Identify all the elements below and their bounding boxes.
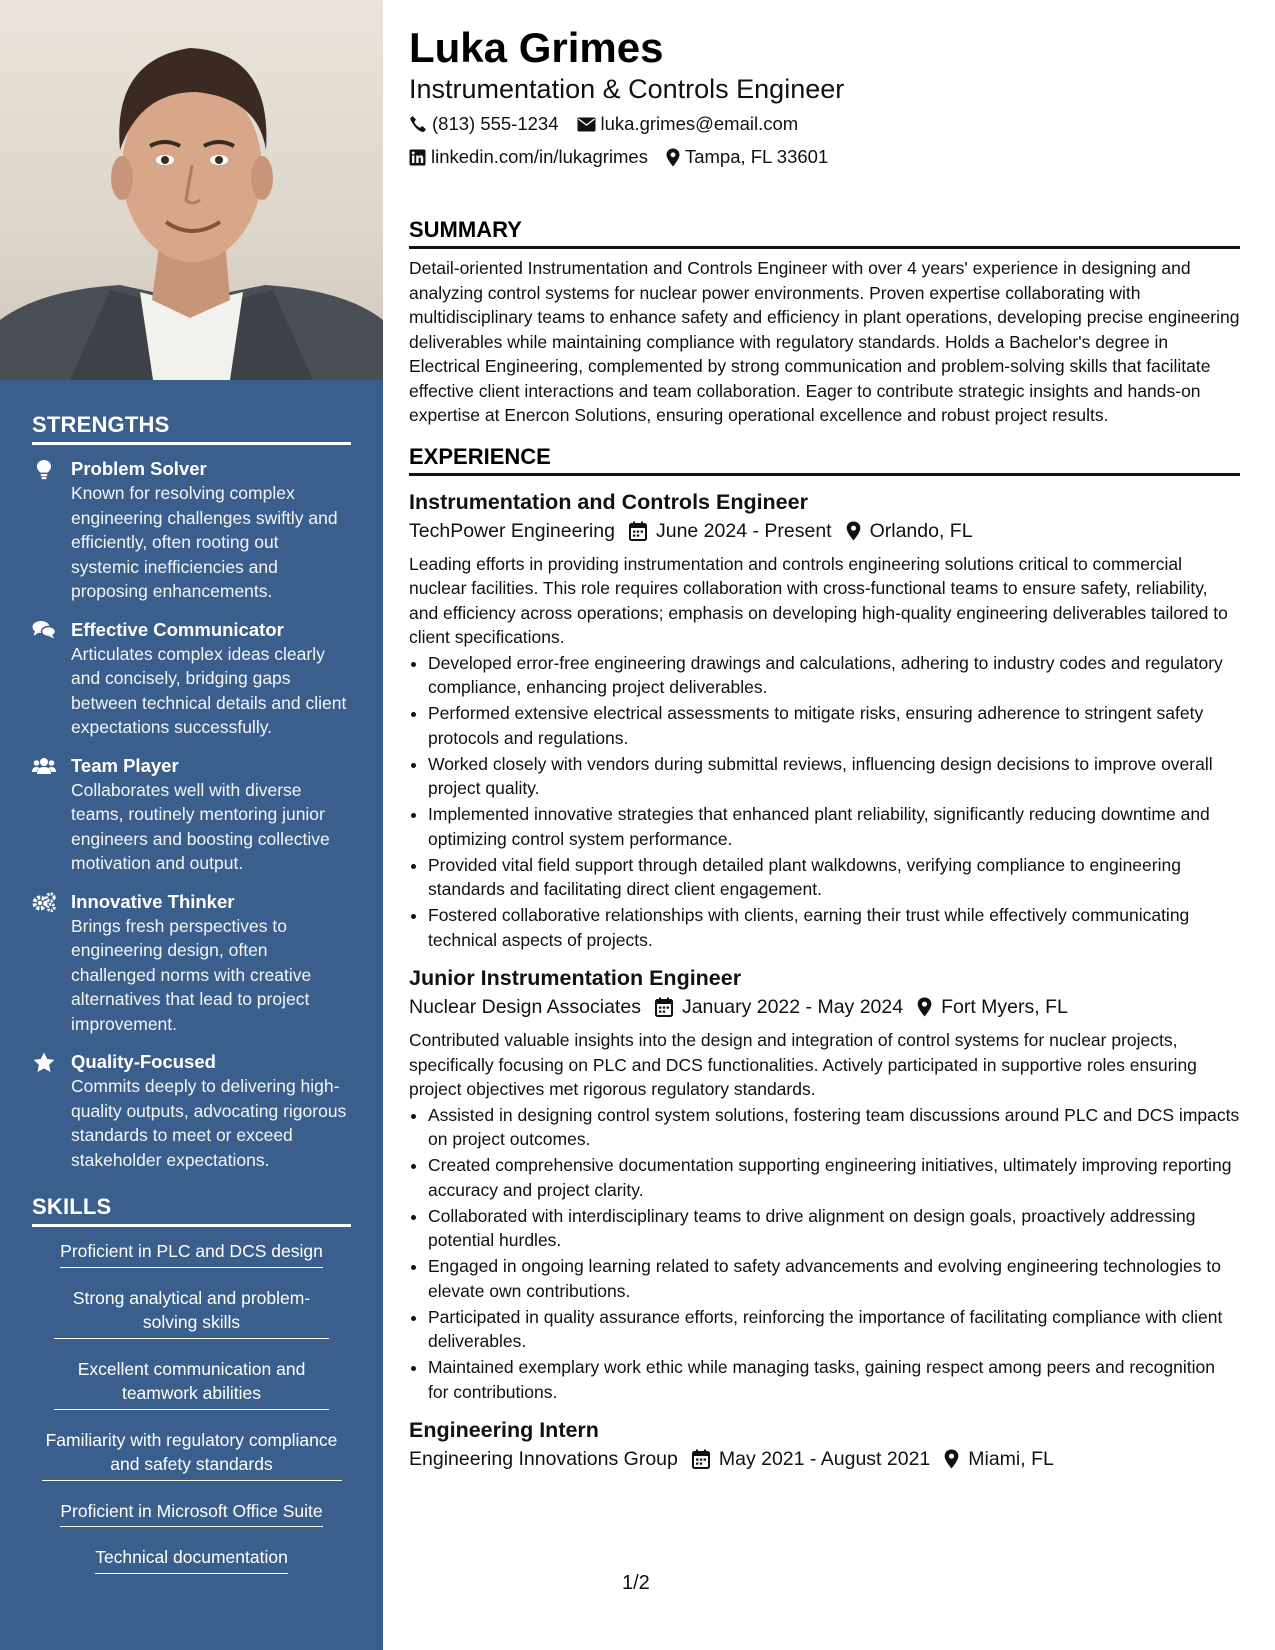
bullet-item: • Performed extensive electrical assessments to mitigate risks, ensuring adherence to stringent safety protocols and regulations. (428, 701, 1240, 750)
candidate-role: Instrumentation & Controls Engineer (409, 74, 845, 104)
bullet-item: • Worked closely with vendors during submittal reviews, influencing design decisions to improve overall project quality. (428, 752, 1240, 801)
linkedin-link[interactable]: linkedin.com/in/lukagrimes (431, 146, 648, 167)
bullet-item: • Participated in quality assurance efforts, reinforcing the importance of facilitating compliance with client deliverables. (428, 1305, 1240, 1354)
portrait-illustration (0, 0, 383, 380)
job-description: Contributed valuable insights into the design and integration of control systems for nuclear projects, specifically focusing on PLC and DCS functionalities. Actively participated in supportive roles ensuring project objectives met rigorous regulatory standards. (409, 1030, 1197, 1099)
calendar-icon (692, 1449, 710, 1469)
gears-icon (32, 891, 56, 913)
users-icon (32, 755, 56, 777)
experience-heading: EXPERIENCE (409, 444, 1240, 476)
job-dates-text: May 2021 - August 2021 (718, 1448, 931, 1470)
bullet-item: • Assisted in designing control system solutions, fostering team discussions around PLC and DCS impacts on project outcomes. (428, 1103, 1240, 1152)
job-description: Leading efforts in providing instrumentation and controls engineering solutions critical to commercial nuclear facilities. This role requires collaboration with cross-functional teams to ensure safety, reliability, and efficiency across operations; emphasis on developing high-quality engineering deliverables tailored to client specifications. (409, 553, 1228, 647)
strengths-heading: STRENGTHS (32, 412, 351, 445)
map-pin-icon (917, 997, 932, 1017)
job-entry (409, 1416, 1240, 1474)
job-title: Engineering Intern (409, 1418, 599, 1442)
job-location-text: Orlando, FL (869, 519, 973, 542)
strength-description: Articulates complex ideas clearly and concisely, bridging gaps between technical details and client expectations successfully. (71, 643, 347, 737)
phone-text: (813) 555-1234 (432, 113, 559, 134)
email-contact[interactable] (577, 112, 799, 136)
bullet-item: • Developed error-free engineering drawings and calculations, adhering to industry codes and regulatory compliance, enhancing project deliverables. (428, 651, 1240, 700)
map-pin-icon (666, 148, 680, 167)
page-number: 1/2 (622, 1572, 650, 1594)
linkedin-contact[interactable] (409, 145, 648, 169)
bullet-item: • Maintained exemplary work ethic while managing tasks, gaining respect among peers and recognition for contributions. (428, 1355, 1240, 1404)
profile-photo (0, 0, 383, 380)
strength-title: Innovative Thinker (71, 890, 235, 912)
company-name: TechPower Engineering (409, 519, 615, 542)
sidebar (0, 0, 383, 1650)
job-title: Junior Instrumentation Engineer (409, 966, 742, 990)
job-entry (409, 964, 1240, 1404)
strength-description: Commits deeply to delivering high-quality outputs, advocating rigorous standards to meet or exceed stakeholder expectations. (71, 1076, 347, 1170)
bullet-item: • Collaborated with interdisciplinary teams to drive alignment on design goals, proactively addressing potential hurdles. (428, 1204, 1240, 1253)
phone-icon (409, 115, 427, 133)
contact-row (409, 145, 1240, 169)
job-dates (655, 992, 903, 1022)
strength-item (32, 618, 351, 740)
job-location (944, 1444, 1054, 1474)
strength-title: Team Player (71, 754, 179, 776)
candidate-name: Luka Grimes (409, 24, 664, 71)
location-contact (666, 145, 828, 169)
strength-title: Problem Solver (71, 458, 207, 479)
summary-text: Detail-oriented Instrumentation and Controls Engineer with over 4 years' experience in designing and analyzing control systems for nuclear power environments. Proven expertise collaborating with multidisciplinary teams to enhance safety and efficiency in plant operations, developing precise engineering deliverables while maintaining compliance with regulatory standards. Holds a Bachelor's degree in Electrical Engineering, complemented by strong communication and problem-solving skills that facilitate effective client interactions and team collaboration. Eager to contribute strategic insights and hands-on expertise at Enercon Solutions, ensuring operational excellence and robust project results. (409, 258, 1240, 425)
email-link[interactable]: luka.grimes@email.com (600, 113, 799, 134)
strength-description: Collaborates well with diverse teams, routinely mentoring junior engineers and boosting collective motivation and output. (71, 779, 330, 873)
calendar-icon (655, 997, 673, 1017)
job-bullets (409, 1103, 1240, 1405)
sidebar-content (32, 412, 351, 1592)
job-location-text: Miami, FL (968, 1448, 1054, 1470)
envelope-icon (577, 117, 596, 132)
job-dates (629, 516, 832, 546)
strength-description: Brings fresh perspectives to engineering design, often challenged norms with creative alternatives that lead to project improvement. (71, 915, 312, 1034)
bullet-item: • Provided vital field support through detailed plant walkdowns, verifying compliance to engineering standards and facilitating direct client engagement. (428, 853, 1240, 902)
phone-contact (409, 112, 559, 136)
linkedin-icon (409, 149, 426, 166)
skill-item: Strong analytical and problem-solving skills (54, 1286, 329, 1339)
job-location (846, 516, 973, 546)
strength-item (32, 754, 351, 876)
star-icon (32, 1051, 56, 1073)
lightbulb-icon (32, 458, 56, 480)
skill-item: Proficient in PLC and DCS design (60, 1239, 323, 1268)
skills-heading: SKILLS (32, 1194, 351, 1227)
bullet-item: • Fostered collaborative relationships with clients, earning their trust while effectively communicating technical aspects of projects. (428, 903, 1240, 952)
location-text: Tampa, FL 33601 (684, 146, 829, 167)
strength-title: Effective Communicator (71, 618, 284, 640)
bullet-item: • Created comprehensive documentation supporting engineering initiatives, ultimately improving reporting accuracy and project clarity. (428, 1153, 1240, 1202)
job-title: Instrumentation and Controls Engineer (409, 489, 808, 514)
comments-icon (32, 619, 56, 641)
company-name: Engineering Innovations Group (409, 1448, 678, 1470)
map-pin-icon (944, 1449, 959, 1469)
skill-item: Proficient in Microsoft Office Suite (60, 1499, 322, 1528)
company-name: Nuclear Design Associates (409, 996, 641, 1018)
main-content (409, 22, 1240, 1480)
strength-item (32, 457, 351, 604)
job-dates (692, 1444, 930, 1474)
skill-item: Technical documentation (95, 1545, 288, 1574)
map-pin-icon (846, 521, 861, 541)
job-entry (409, 488, 1240, 953)
skill-item: Familiarity with regulatory compliance and safety standards (42, 1428, 342, 1481)
bullet-item: • Engaged in ongoing learning related to safety advancements and evolving engineering technologies to elevate own contributions. (428, 1254, 1240, 1303)
job-meta (409, 516, 1240, 546)
job-location-text: Fort Myers, FL (941, 996, 1068, 1018)
contact-row (409, 112, 1240, 136)
strength-item (32, 890, 351, 1037)
summary-heading: SUMMARY (409, 217, 1240, 249)
strength-item (32, 1050, 351, 1172)
calendar-icon (629, 521, 647, 541)
job-location (917, 992, 1068, 1022)
bullet-item: • Implemented innovative strategies that enhanced plant reliability, significantly reducing downtime and optimizing control system performance. (428, 802, 1240, 851)
job-meta (409, 992, 1240, 1022)
job-dates-text: January 2022 - May 2024 (681, 996, 904, 1018)
job-meta (409, 1444, 1240, 1474)
job-dates-text: June 2024 - Present (655, 519, 832, 542)
strength-description: Known for resolving complex engineering challenges swiftly and efficiently, often rooting out systemic inefficiencies and proposing enhancements. (71, 483, 338, 601)
job-bullets (409, 651, 1240, 953)
strength-title: Quality-Focused (71, 1051, 216, 1072)
skill-item: Excellent communication and teamwork abilities (54, 1357, 329, 1410)
